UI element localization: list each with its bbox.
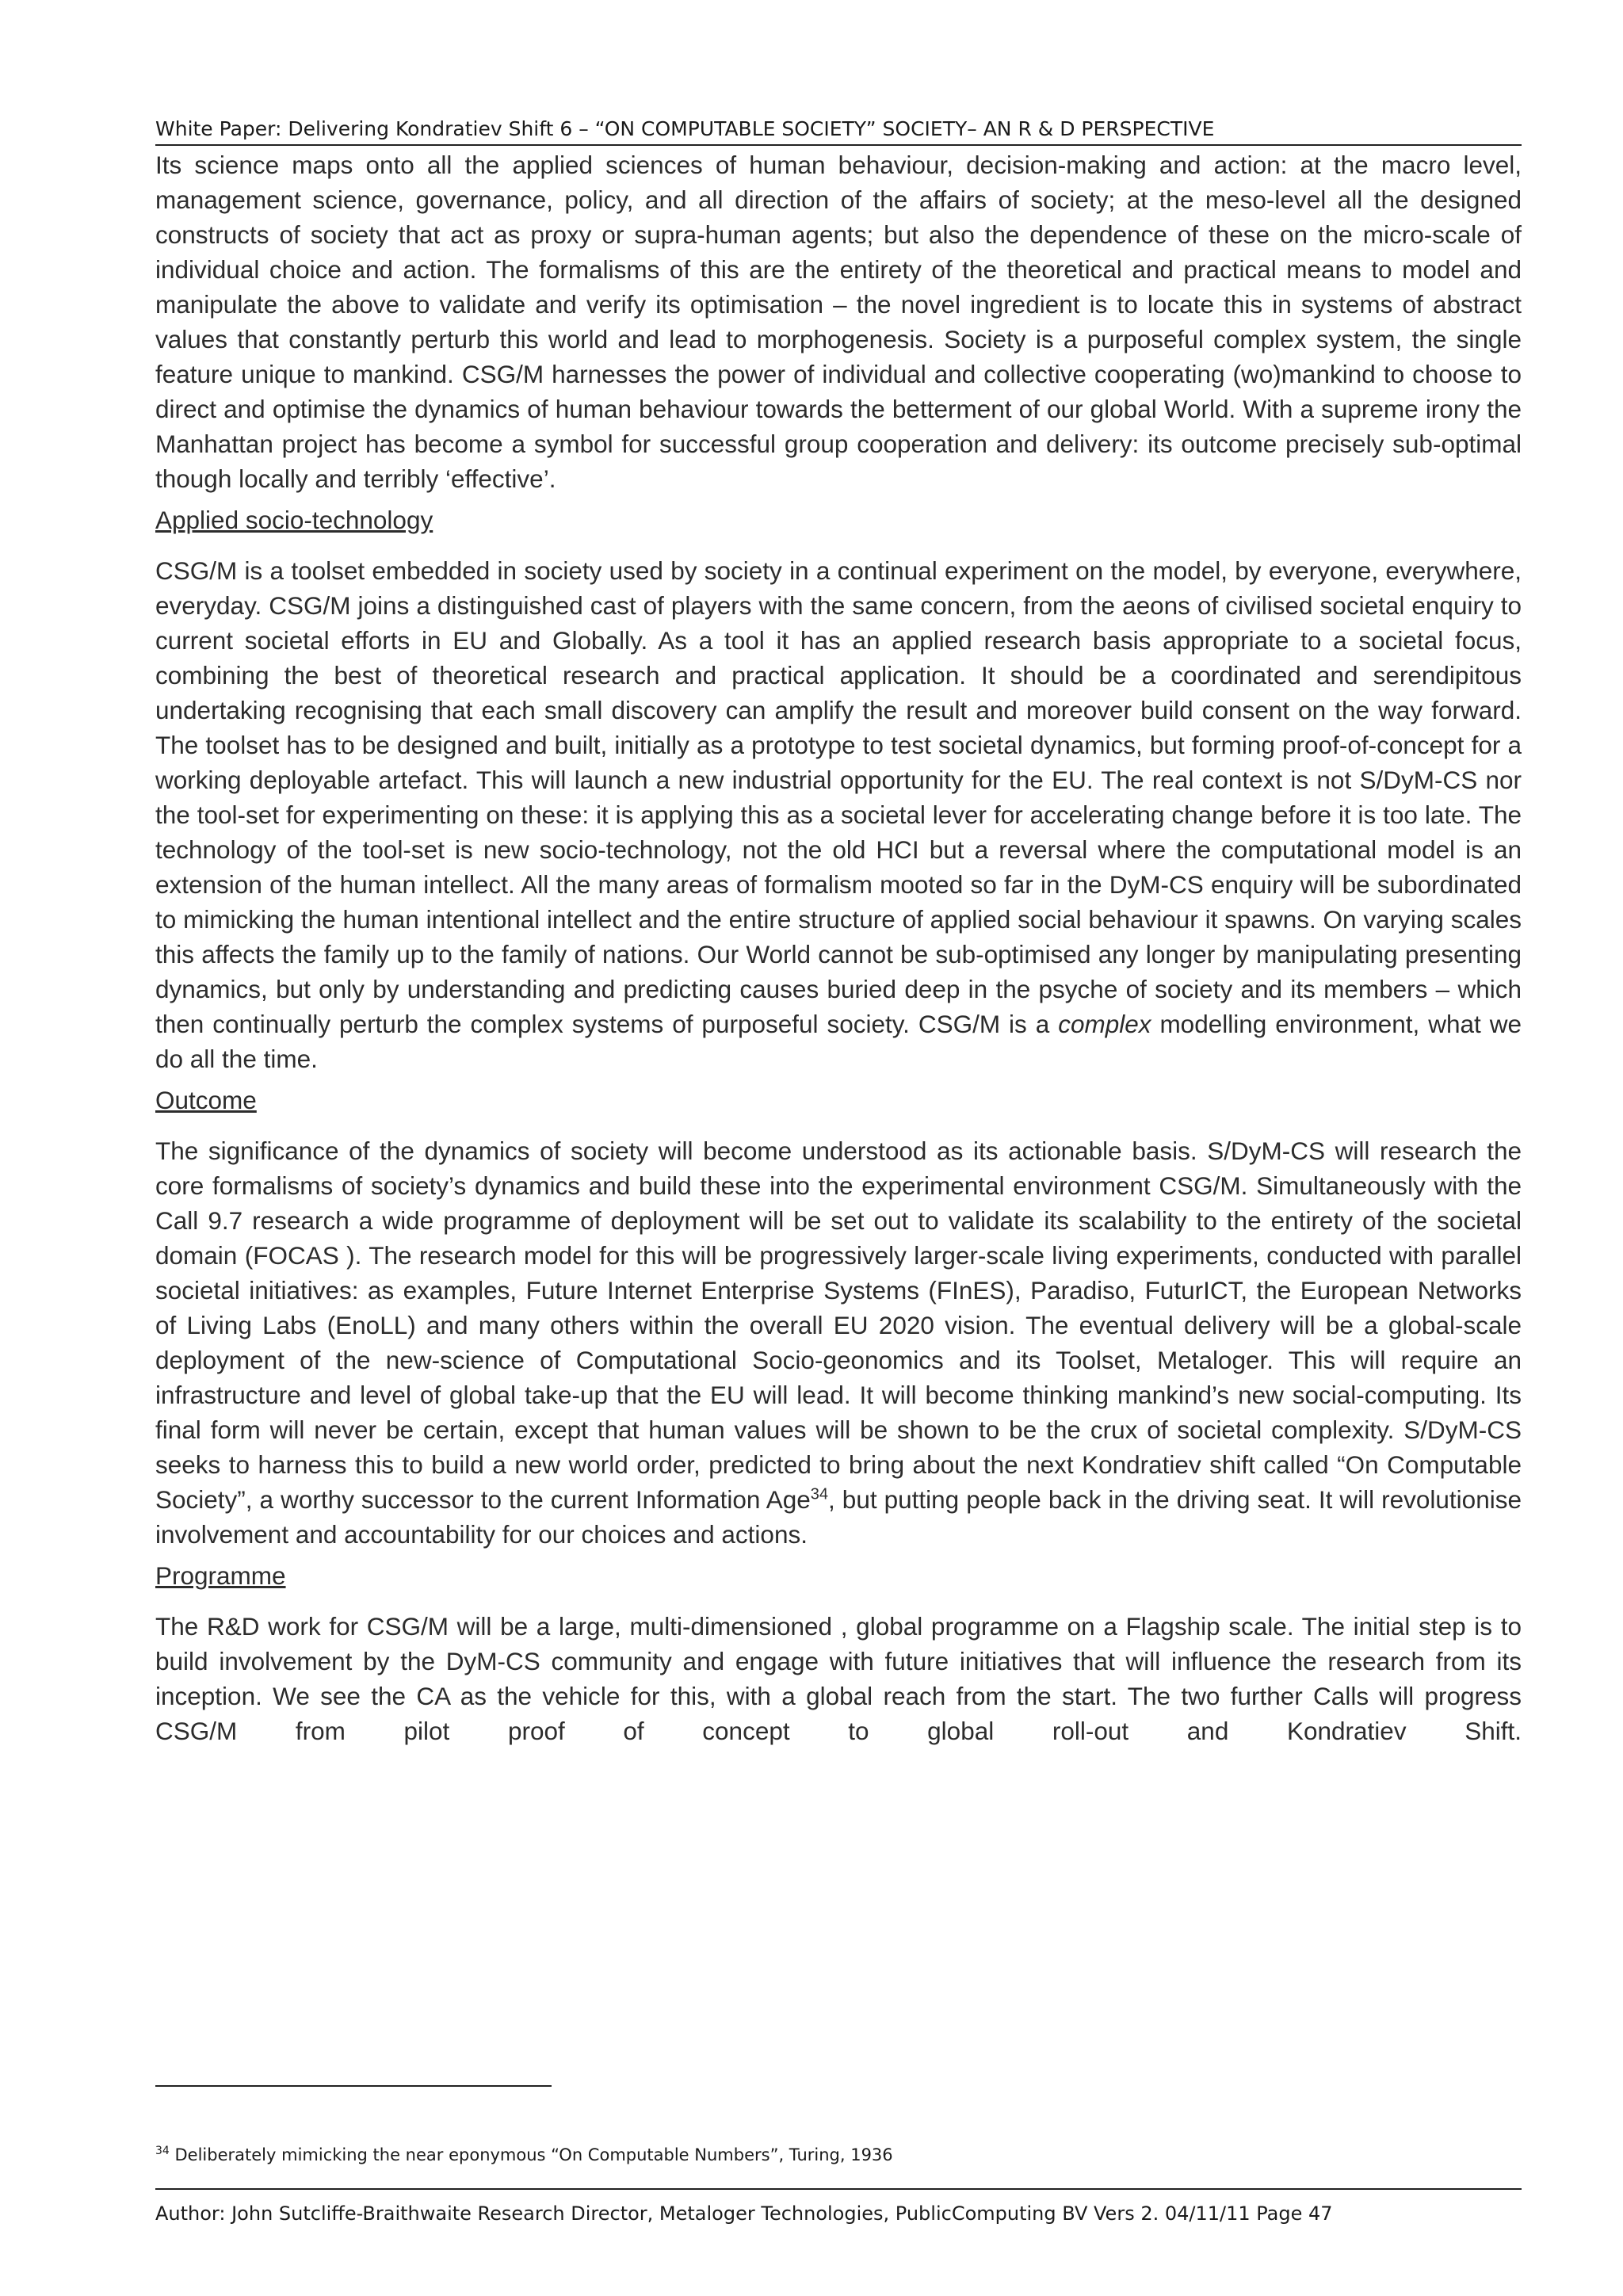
emphasis-text: complex [1058, 1010, 1151, 1038]
paragraph-text: , but putting people back in the driving seat. It will revolutionise involvement and accountability for our choices and actions. [155, 1485, 1522, 1549]
footnote-text: Deliberately mimicking the near eponymous “On Computable Numbers”, Turing, 1936 [169, 2145, 893, 2164]
footnote-separator [155, 2085, 552, 2087]
intro-paragraph: Its science maps onto all the applied sciences of human behaviour, decision-making and action: at the macro level, management science, governance, policy, and all direction of the affairs of society; at the meso-level all the designed constructs of society that act as proxy or supra-human agents; but also the dependence of these on the micro-scale of individual choice and action. The formalisms of this are the entirety of the theoretical and practical means to model and manipulate the above to validate and verify its optimisation – the novel ingredient is to locate this in systems of abstract values that constantly perturb this world and lead to morphogenesis. Society is a purposeful complex system, the single feature unique to mankind. CSG/M harnesses the power of individual and collective cooperating (wo)mankind to choose to direct and optimise the dynamics of human behaviour towards the betterment of our global World. With a supreme irony the Manhattan project has become a symbol for successful group cooperation and delivery: its outcome precisely sub-optimal though locally and terribly ‘effective’. [155, 151, 1522, 493]
paragraph-text: CSG/M is a toolset embedded in society used by society in a continual experiment on the model, by everyone, everywhere, everyday. CSG/M joins a distinguished cast of players with the same concern, from the aeons of civilised societal enquiry to current societal efforts in EU and Globally. As a tool it has an applied research basis appropriate to a societal focus, combining the best of theoretical research and practical application. It should be a coordinated and serendipitous undertaking recognising that each small discovery can amplify the result and moreover build consent on the way forward. The toolset has to be designed and built, initially as a prototype to test societal dynamics, but forming proof-of-concept for a working deployable artefact. This will launch a new industrial opportunity for the EU. The real context is not S/DyM-CS nor the tool-set for experimenting on these: it is applying this as a societal lever for accelerating change before it is too late. The technology of the tool-set is new socio-technology, not the old HCI but a reversal where the computational model is an extension of the human intellect. All the many areas of formalism mooted so far in the DyM-CS enquiry will be subordinated to mimicking the human intentional intellect and the entire structure of applied social behaviour it spawns. On varying scales this affects the family up to the family of nations. Our World cannot be sub-optimised any longer by manipulating presenting dynamics, but only by understanding and predicting causes buried deep in the psyche of society and its members – which then continually perturb the complex systems of purposeful society. CSG/M is a [155, 556, 1522, 1038]
programme-paragraph: The R&D work for CSG/M will be a large, multi-dimensioned , global programme on a Flagship scale. The initial step is to build involvement by the DyM-CS community and engage with future initiatives that will influence the research from its inception. We see the CA as the vehicle for this, with a global reach from the start. The two further Calls will progress CSG/M from pilot proof of concept to global roll-out and Kondratiev Shift. [155, 1612, 1522, 1745]
running-header: White Paper: Delivering Kondratiev Shift 6 – “ON COMPUTABLE SOCIETY” SOCIETY– AN R & D PERSPECTIVE [155, 116, 1522, 146]
footnote-reference[interactable]: 34 [810, 1485, 829, 1503]
running-footer: Author: John Sutcliffe-Braithwaite Research Director, Metaloger Technologies, PublicComputing BV Vers 2. 04/11/11 Page 47 [155, 2188, 1522, 2226]
section-heading-programme: Programme [155, 1561, 286, 1590]
footnote-number: 34 [155, 2145, 170, 2157]
paragraph-text: The significance of the dynamics of society will become understood as its actionable basis. S/DyM-CS will research the core formalisms of society’s dynamics and build these into the experimental environment CSG/M. Simultaneously with the Call 9.7 research a wide programme of deployment will be set out to validate its scalability to the entirety of the societal domain (FOCAS ). The research model for this will be progressively larger-scale living experiments, conducted with parallel societal initiatives: as examples, Future Internet Enterprise Systems (FInES), Paradiso, FuturICT, the European Networks of Living Labs (EnoLL) and many others within the overall EU 2020 vision. The eventual delivery will be a global-scale deployment of the new-science of Computational Socio-geonomics and its Toolset, Metaloger. This will require an infrastructure and level of global take-up that the EU will lead. It will become thinking mankind’s new social-computing. Its final form will never be certain, except that human values will be shown to be the crux of societal complexity. S/DyM-CS seeks to harness this to build a new world order, predicted to bring about the next Kondratiev shift called “On Computable Society”, a worthy successor to the current Information Age [155, 1137, 1522, 1514]
section-heading-socio-technology: Applied socio-technology [155, 506, 433, 534]
section-heading-outcome: Outcome [155, 1086, 257, 1114]
outcome-paragraph [155, 1133, 1522, 1552]
document-body [155, 147, 1522, 1748]
paragraph-text: modelling environment, what we do all the time. [155, 1010, 1522, 1073]
footnote [155, 2145, 1522, 2164]
socio-technology-paragraph [155, 553, 1522, 1076]
